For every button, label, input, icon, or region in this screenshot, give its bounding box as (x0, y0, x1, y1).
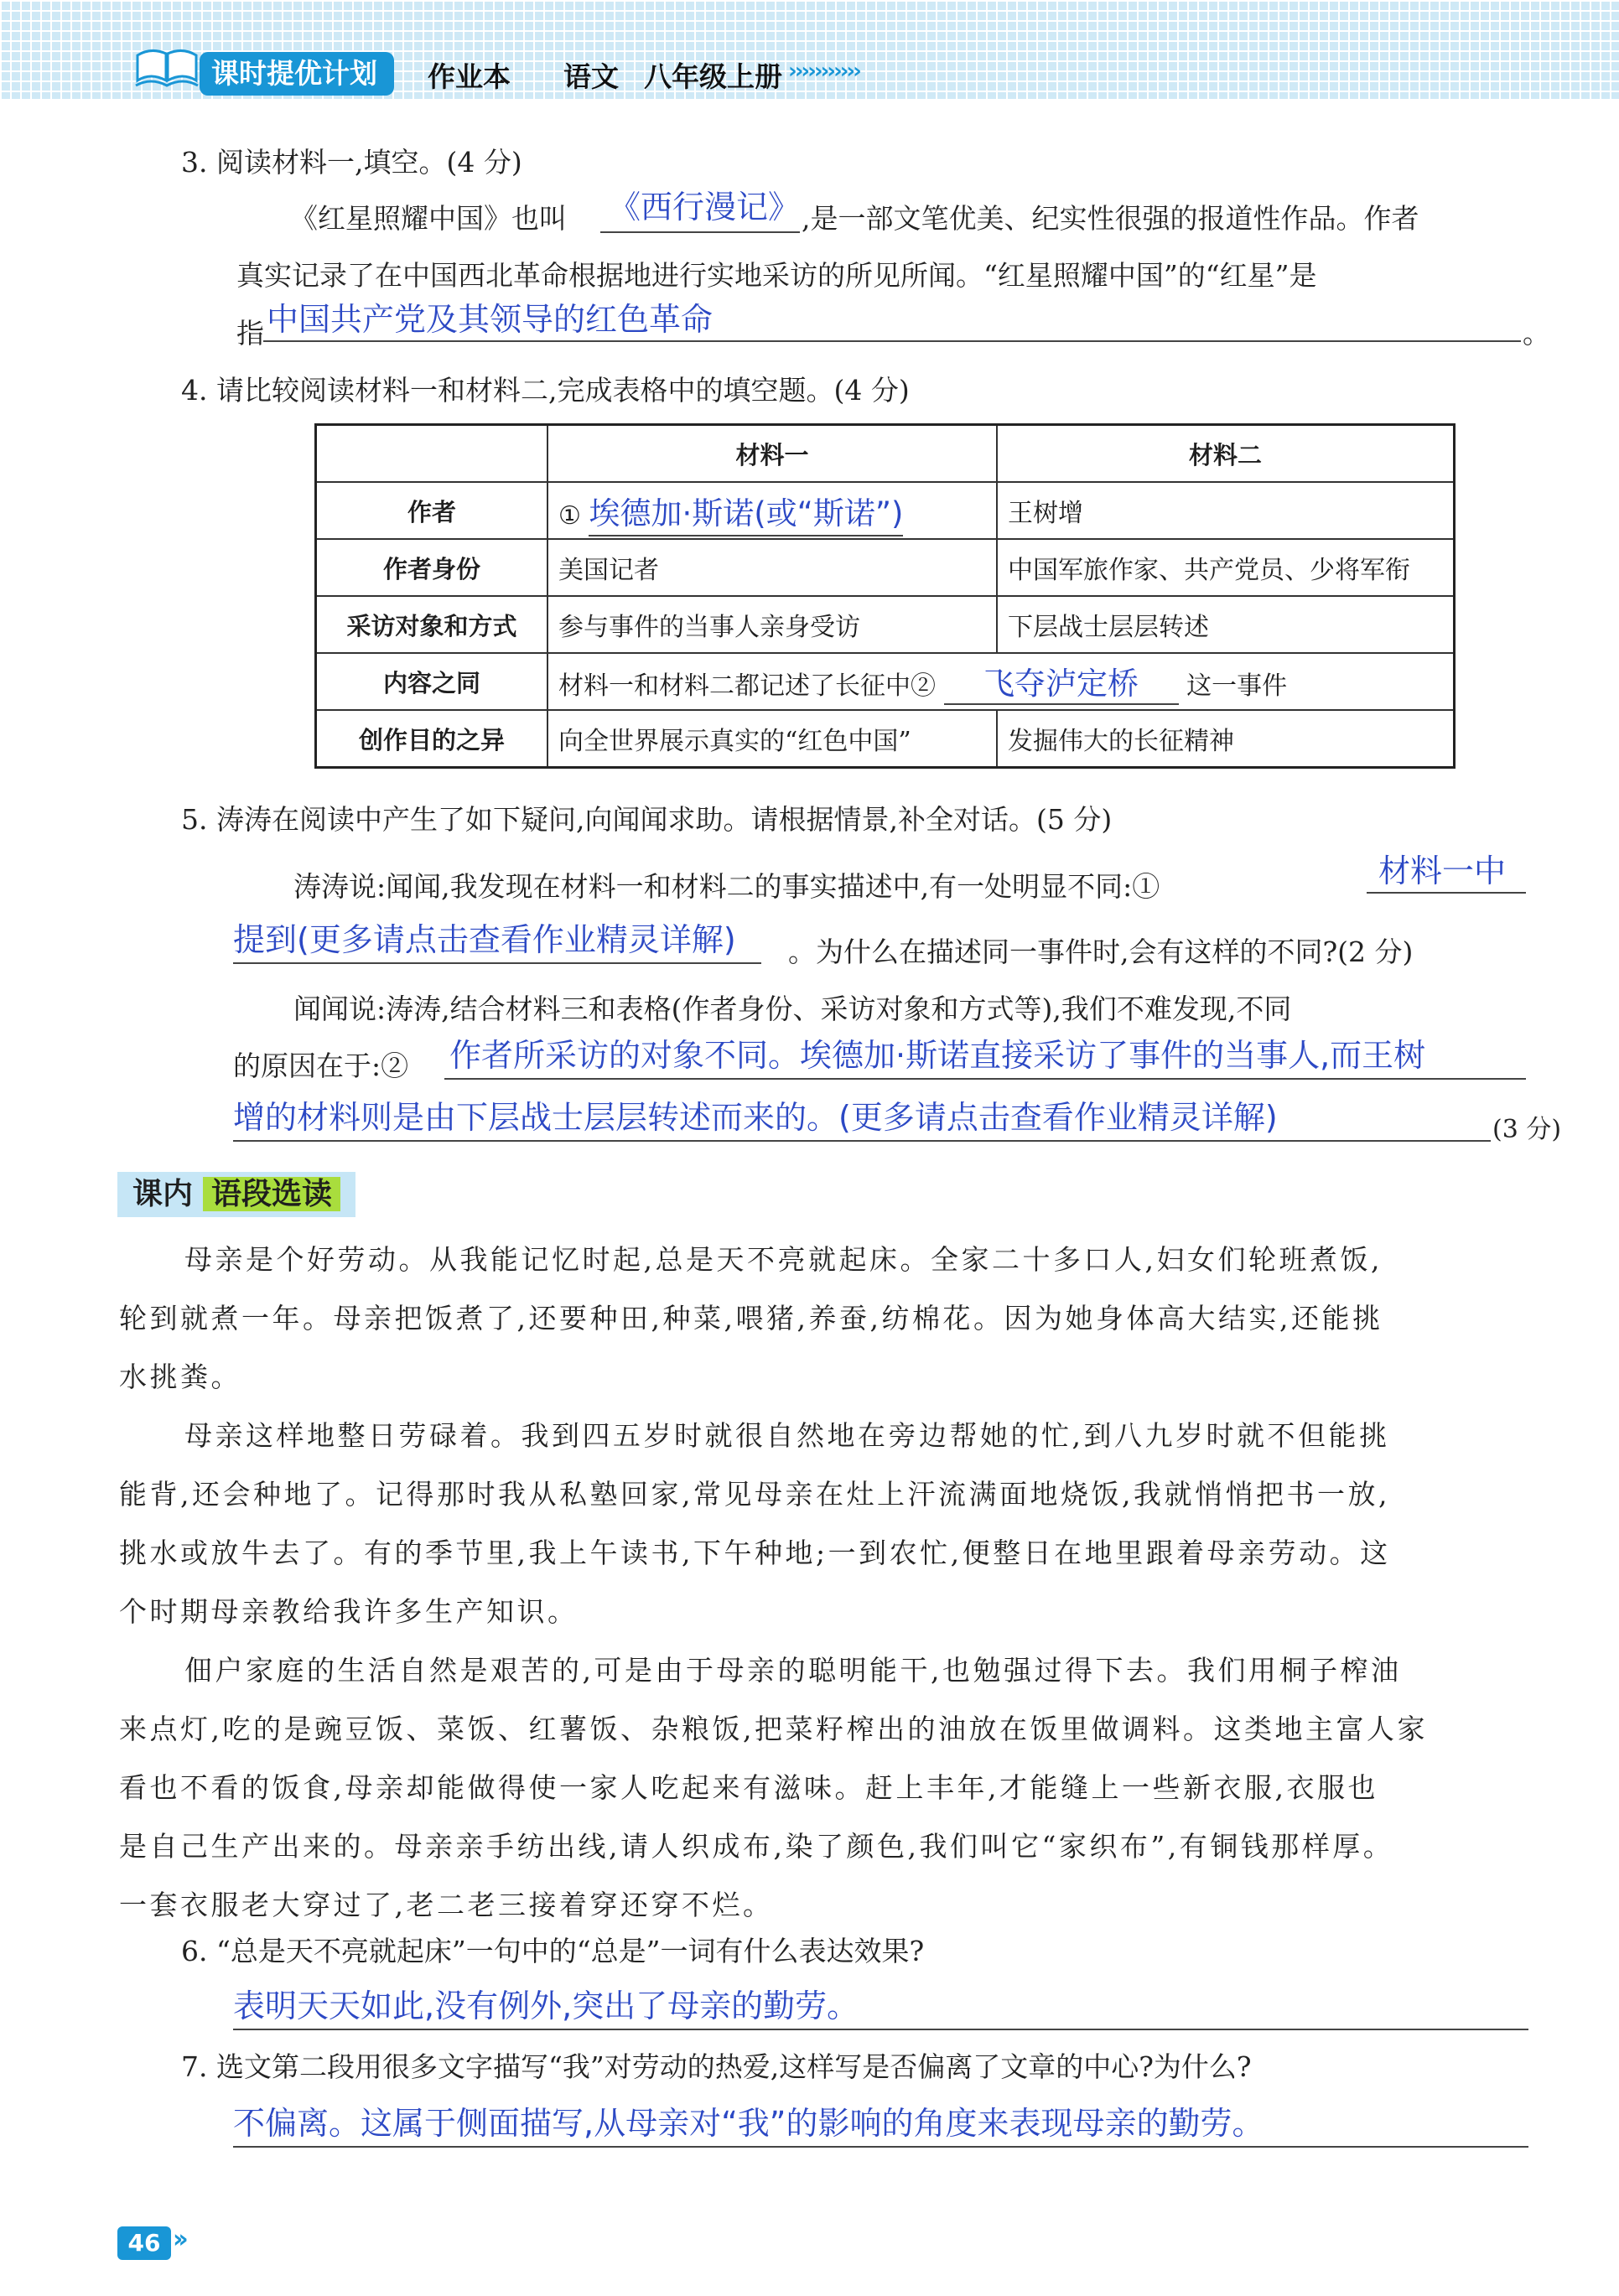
passage-line: 一套衣服老大穿过了,老二老三接着穿还穿不烂。 (119, 1889, 774, 1921)
q5-line1: 涛涛说:闻闻,我发现在材料一和材料二的事实描述中,有一处明显不同:① (293, 870, 1160, 903)
question-6-stem: 6. “总是天不亮就起床”一句中的“总是”一词有什么表达效果? (181, 1935, 925, 1967)
table-header-cell: 材料二 (997, 425, 1455, 483)
brand-label: 课时提优计划 (200, 52, 394, 96)
row-label: 采访对象和方式 (316, 596, 548, 653)
q3-answer1-blank[interactable] (600, 184, 800, 233)
q7-answer-line[interactable] (233, 2096, 1528, 2148)
table-cell: 参与事件的当事人亲身受访 (547, 596, 997, 653)
circle-number: ① (558, 501, 581, 531)
q3-answer2-blank[interactable] (263, 295, 1521, 342)
table-cell: 中国军旅作家、共产党员、少将军衔 (997, 539, 1455, 596)
header-chevrons: ››››››››››› (788, 59, 859, 84)
section-prefix: 课内 (132, 1177, 194, 1211)
table-cell: 下层战士层层转述 (997, 596, 1455, 653)
book-icon (134, 47, 200, 89)
q5-line4-prefix: 的原因在于:② (233, 1050, 409, 1082)
q3-line3-prefix: 指 (236, 317, 264, 350)
row-label: 作者身份 (316, 539, 548, 596)
question-5-stem: 5. 涛涛在阅读中产生了如下疑问,向闻闻求助。请根据情景,补全对话。(5 分) (181, 803, 1113, 836)
common-text: 材料一和材料二都记述了长征中② (558, 671, 936, 701)
row-label: 创作目的之异 (316, 710, 548, 768)
q5-answer1-b: 提到(更多请点击查看作业精灵详解) (233, 921, 736, 958)
table-header-cell: 材料一 (547, 425, 997, 483)
table-cell: 王树增 (997, 482, 1455, 539)
book-type: 作业本 (428, 60, 511, 93)
q6-answer-line[interactable] (233, 1978, 1528, 2030)
table-row (316, 710, 1455, 768)
q5-score: (3 分) (1492, 1115, 1562, 1144)
section-heading (117, 1172, 355, 1217)
passage-line: 来点灯,吃的是豌豆饭、菜饭、红薯饭、杂粮饭,把菜籽榨出的油放在饭里做调料。这类地主富人家 (119, 1713, 1428, 1745)
table-cell: 向全世界展示真实的“红色中国” (547, 710, 997, 768)
author-answer: 埃德加·斯诺(或“斯诺”) (589, 495, 903, 536)
passage-line: 是自己生产出来的。母亲亲手纺出线,请人织成布,染了颜色,我们叫它“家织布”,有铜钱那样厚。 (119, 1830, 1394, 1863)
q5-answer2a-blank[interactable] (444, 1029, 1526, 1080)
passage-line: 能背,还会种地了。记得那时我从私塾回家,常见母亲在灶上汗流满面地烧饭,我就悄悄把书一放, (119, 1478, 1390, 1511)
q5-answer2-a: 作者所采访的对象不同。埃德加·斯诺直接采访了事件的当事人,而王树 (449, 1037, 1426, 1074)
passage-line: 水挑粪。 (119, 1360, 241, 1393)
row-label: 作者 (316, 482, 548, 539)
table-header-row (316, 425, 1455, 483)
table-row (316, 482, 1455, 539)
q5-line2-tail: 。为什么在描述同一事件时,会有这样的不同?(2 分) (788, 936, 1414, 968)
q5-answer1-a: 材料一中 (1378, 853, 1507, 889)
row-label: 内容之同 (316, 653, 548, 710)
grade-label: 八年级上册 (644, 60, 782, 93)
table-cell: 美国记者 (547, 539, 997, 596)
q3-line1-b: ,是一部文笔优美、纪实性很强的报道性作品。作者 (802, 202, 1419, 235)
q3-line2: 真实记录了在中国西北革命根据地进行实地采访的所见所闻。“红星照耀中国”的“红星”是 (236, 259, 1317, 292)
table-row (316, 539, 1455, 596)
event-answer: 飞夺泸定桥 (944, 658, 1179, 705)
q3-line1-a: 《红星照耀中国》也叫 (290, 202, 567, 235)
q3-answer1: 《西行漫记》 (609, 189, 801, 225)
table-row (316, 653, 1455, 710)
q7-answer: 不偏离。这属于侧面描写,从母亲对“我”的影响的角度来表现母亲的勤劳。 (233, 2105, 1264, 2142)
common-text-tail: 这一事件 (1186, 671, 1288, 701)
q3-answer2: 中国共产党及其领导的红色革命 (267, 301, 714, 338)
q6-answer: 表明天天如此,没有例外,突出了母亲的勤劳。 (233, 1988, 859, 2024)
passage-line: 佃户家庭的生活自然是艰苦的,可是由于母亲的聪明能干,也勉强过得下去。我们用桐子榨油 (184, 1654, 1402, 1687)
table-cell: 发掘伟大的长征精神 (997, 710, 1455, 768)
comparison-table (314, 423, 1456, 769)
q5-line3: 闻闻说:涛涛,结合材料三和表格(作者身份、采访对象和方式等),我们不难发现,不同 (293, 993, 1292, 1025)
passage-line: 母亲是个好劳动。从我能记忆时起,总是天不亮就起床。全家二十多口人,妇女们轮班煮饭, (184, 1243, 1383, 1276)
q5-answer2-b: 增的材料则是由下层战士层层转述而来的。(更多请点击查看作业精灵详解) (233, 1099, 1278, 1136)
q3-line3-end: 。 (1523, 317, 1550, 350)
passage-line: 轮到就煮一年。母亲把饭煮了,还要种田,种菜,喂猪,养蚕,纺棉花。因为她身体高大结实,还能挑 (119, 1302, 1383, 1335)
page-number: 46 (117, 2226, 171, 2260)
table-row (316, 596, 1455, 653)
q5-answer1a-blank[interactable] (1367, 845, 1526, 894)
table-cell[interactable] (547, 482, 997, 539)
page-chevron-icon: ›› (173, 2225, 184, 2254)
q5-answer2b-blank[interactable] (233, 1091, 1491, 1142)
section-title: 语段选读 (203, 1177, 340, 1211)
question-3-stem: 3. 阅读材料一,填空。(4 分) (181, 146, 522, 179)
question-4-stem: 4. 请比较阅读材料一和材料二,完成表格中的填空题。(4 分) (181, 374, 910, 407)
passage-line: 挑水或放牛去了。有的季节里,我上午读书,下午种地;一到农忙,便整日在地里跟着母亲劳动。这 (119, 1537, 1391, 1569)
table-cell-merged[interactable] (547, 653, 1455, 710)
subject-label: 语文 (563, 60, 619, 93)
passage-line: 看也不看的饭食,母亲却能做得使一家人吃起来有滋味。赶上丰年,才能缝上一些新衣服,衣服也 (119, 1771, 1378, 1804)
passage-line: 母亲这样地整日劳碌着。我到四五岁时就很自然地在旁边帮她的忙,到八九岁时就不但能挑 (184, 1419, 1390, 1452)
q5-answer1b-blank[interactable] (233, 914, 761, 964)
table-header-cell (316, 425, 548, 483)
question-7-stem: 7. 选文第二段用很多文字描写“我”对劳动的热爱,这样写是否偏离了文章的中心?为什么? (181, 2050, 1252, 2083)
passage-line: 个时期母亲教给我许多生产知识。 (119, 1595, 579, 1628)
